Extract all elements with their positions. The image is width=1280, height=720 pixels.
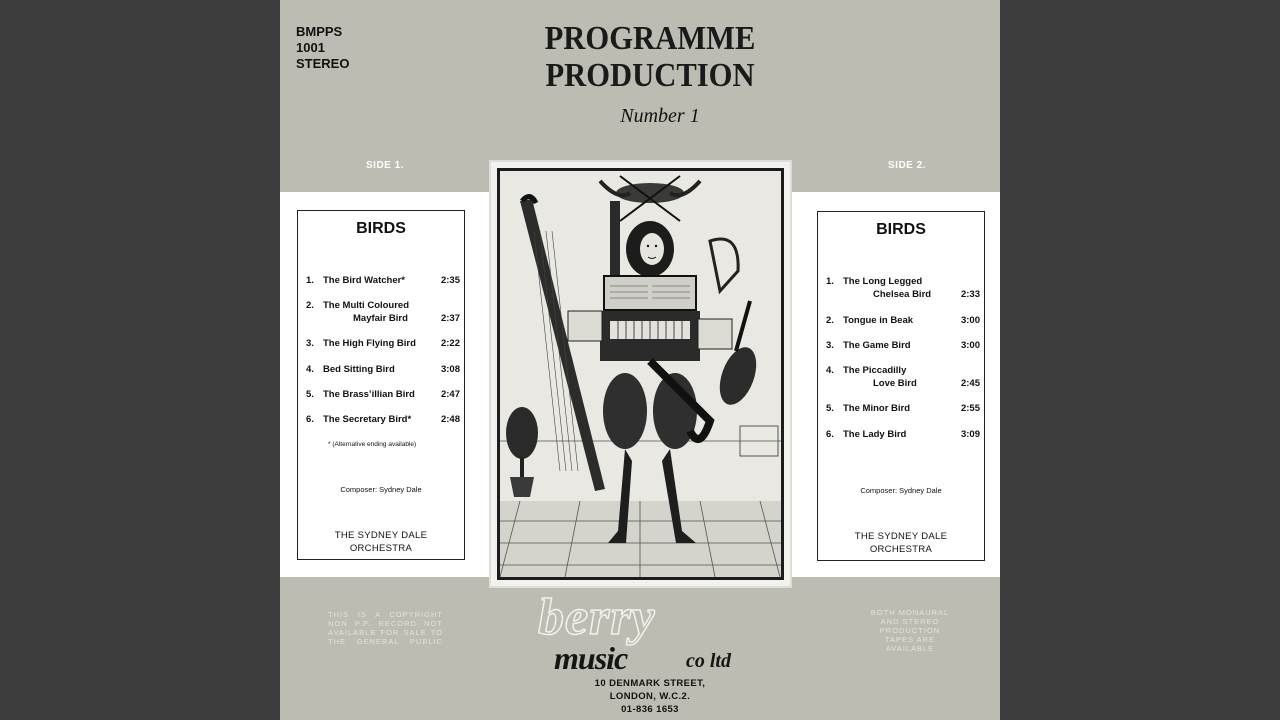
orchestra-line: ORCHESTRA <box>869 544 933 555</box>
composer-credit: Composer: Sydney Dale <box>860 486 942 495</box>
track-title <box>843 339 955 352</box>
track-title-line: The Secretary Bird* <box>323 414 412 425</box>
side-1-heading: BIRDS <box>356 220 406 237</box>
catalog-number <box>296 24 349 72</box>
track-title <box>843 275 955 301</box>
track-title <box>843 314 955 327</box>
track-title-line: Love Bird <box>873 378 917 389</box>
track-duration: 3:00 <box>960 315 980 326</box>
orchestra-credit <box>298 529 464 555</box>
co-ltd-logo: co ltd <box>686 650 731 672</box>
track-number: 5. <box>306 389 314 400</box>
track-title <box>843 428 955 441</box>
catalog-format: STEREO <box>296 56 350 71</box>
engraving-illustration <box>497 168 784 580</box>
track-title-line: The Lady Bird <box>843 429 907 440</box>
track-duration: 2:48 <box>440 414 460 425</box>
engraving-frame <box>489 160 792 588</box>
track-title-line: Bed Sitting Bird <box>323 364 395 375</box>
berry-logo: berry <box>538 589 656 646</box>
track-title-line: The Piccadilly <box>843 365 907 376</box>
catalog-code: BMPPS <box>296 24 343 39</box>
track-title-line: The Long Legged <box>843 276 923 287</box>
address-line: LONDON, W.C.2. <box>609 691 691 702</box>
track-duration: 2:47 <box>440 389 460 400</box>
track-title-line: The Brass’illian Bird <box>323 389 415 400</box>
album-subtitle: Number 1 <box>620 105 700 127</box>
track-title-line: The High Flying Bird <box>323 338 416 349</box>
track-number: 5. <box>826 403 834 414</box>
musician-engraving <box>500 171 781 577</box>
track-number: 1. <box>826 276 834 287</box>
side-1-tracklist <box>297 210 465 560</box>
track-duration: 2:45 <box>960 378 980 389</box>
track-title-line: The Minor Bird <box>843 403 911 414</box>
track-title <box>323 363 435 376</box>
track-title-line: The Multi Coloured <box>323 300 410 311</box>
track-number: 3. <box>826 340 834 351</box>
track-duration: 2:35 <box>440 275 460 286</box>
track-title-line: The Bird Watcher* <box>323 275 405 286</box>
track-duration: 3:00 <box>960 340 980 351</box>
phone-number: 01-836 1653 <box>621 704 679 715</box>
track-number: 6. <box>826 429 834 440</box>
track-title-line: Tongue in Beak <box>843 315 914 326</box>
track-duration: 2:22 <box>440 338 460 349</box>
track-duration: 3:09 <box>960 429 980 440</box>
title-line-1: PROGRAMME <box>544 20 756 57</box>
track-title <box>323 413 435 426</box>
track-title <box>323 274 435 287</box>
side-2-tracklist <box>817 211 985 561</box>
track-title-line: Mayfair Bird <box>353 313 408 324</box>
track-title <box>323 388 435 401</box>
address-line: 10 DENMARK STREET, <box>594 678 706 689</box>
track-title-line: The Game Bird <box>843 340 911 351</box>
track-duration: 2:55 <box>960 403 980 414</box>
track-duration: 3:08 <box>440 364 460 375</box>
track-number: 4. <box>826 365 834 376</box>
publisher-address <box>580 677 720 716</box>
track-title <box>323 299 435 325</box>
orchestra-line: ORCHESTRA <box>349 543 413 554</box>
track-number: 4. <box>306 364 314 375</box>
track-duration: 2:37 <box>440 313 460 324</box>
footnote: * (Alternative ending available) <box>328 441 417 448</box>
copyright-notice: THIS IS A COPYRIGHT NON P.P. RECORD NOT AVAILABLE FOR SALE TO THE GENERAL PUBLIC <box>328 610 443 646</box>
orchestra-credit <box>818 530 984 556</box>
track-title <box>843 402 955 415</box>
track-title-line: Chelsea Bird <box>873 289 932 300</box>
catalog-id: 1001 <box>296 40 325 55</box>
album-title <box>506 20 794 94</box>
track-number: 2. <box>306 300 314 311</box>
track-number: 6. <box>306 414 314 425</box>
track-title <box>323 337 435 350</box>
track-number: 2. <box>826 315 834 326</box>
track-duration: 2:33 <box>960 289 980 300</box>
track-number: 1. <box>306 275 314 286</box>
title-line-2: PRODUCTION <box>545 57 755 94</box>
album-cover <box>280 0 1000 720</box>
track-title <box>843 364 955 390</box>
side-2-label: SIDE 2. <box>888 160 926 171</box>
orchestra-line: THE SYDNEY DALE <box>854 531 948 542</box>
track-number: 3. <box>306 338 314 349</box>
composer-credit: Composer: Sydney Dale <box>340 485 422 494</box>
orchestra-line: THE SYDNEY DALE <box>334 530 428 541</box>
side-2-heading: BIRDS <box>876 221 926 238</box>
music-logo: music <box>554 640 628 676</box>
side-1-label: SIDE 1. <box>366 160 404 171</box>
tapes-notice: BOTH MONAURAL AND STEREO PRODUCTION TAPES ARE AVAILABLE <box>870 608 950 653</box>
